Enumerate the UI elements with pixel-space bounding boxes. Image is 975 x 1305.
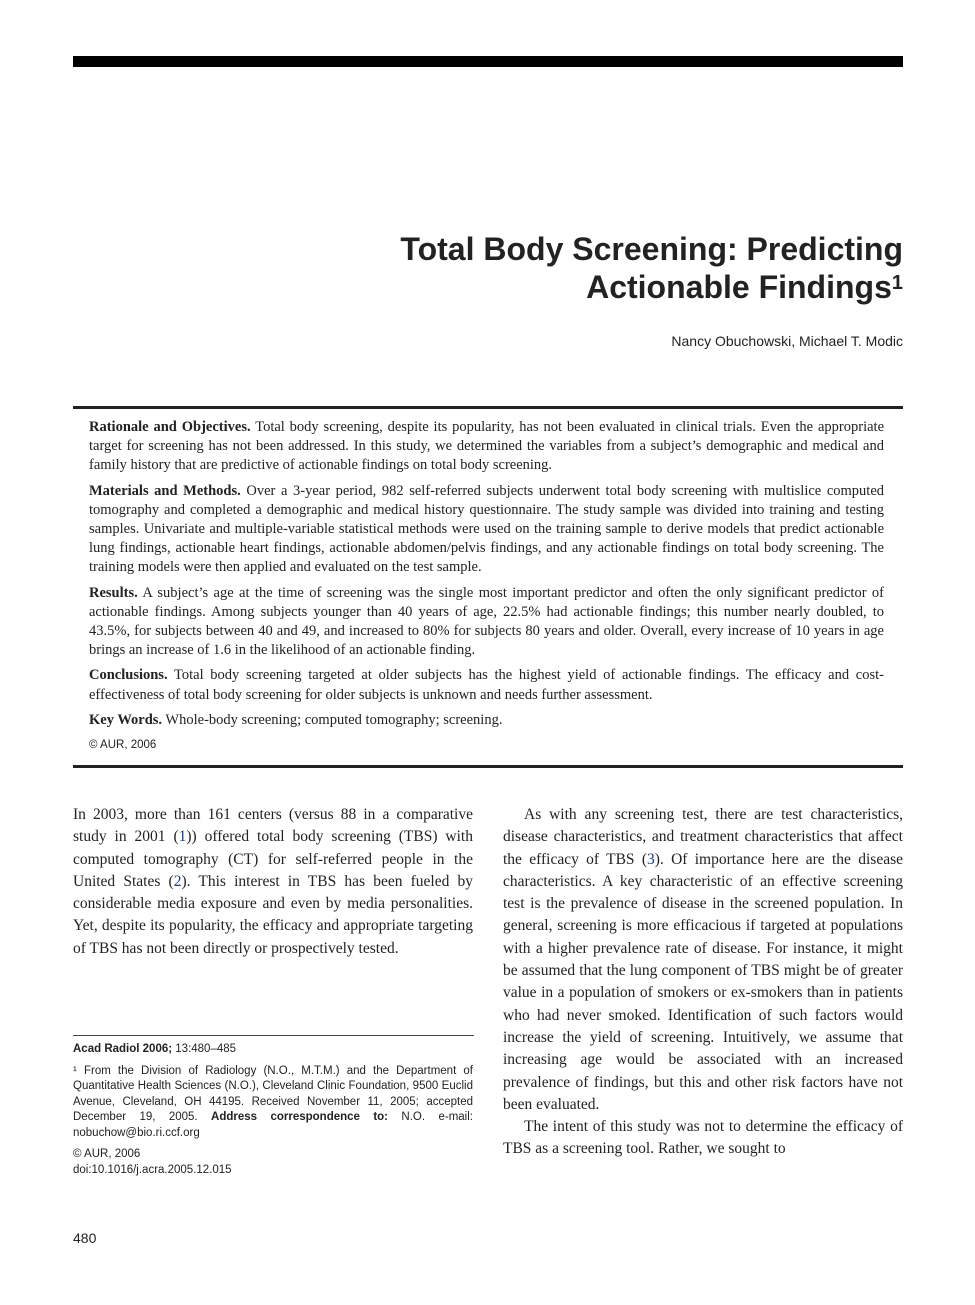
results-label: Results. [89, 584, 138, 601]
methods-text: Over a 3-year period, 982 self-referred subjects underwent total body screening with multislice computed tomography and completed a demographic and medical history questionnaire. The study sample was divided into training and testing samples. Univariate and multiple-variable statistical methods were used on the training sample to derive models that predict actionable lung findings, actionable heart findings, actionable abdomen/pelvis findings, and any actionable findings on total body screening. The training models were then applied and evaluated on the test sample. [89, 482, 885, 576]
rationale-text: Total body screening, despite its popularity, has not been evaluated in clinical trials. Even the appropriate target for screening has not been addressed. In this study, we determined the variables from a subject’s demographic and medical and family history that are predictive of actionable findings on total body screening. [89, 419, 885, 474]
keywords-text: Whole-body screening; computed tomography; screening. [165, 711, 503, 728]
reference-link-3[interactable]: 3 [647, 850, 655, 868]
correspondence-label: Address correspondence to: [211, 1111, 389, 1123]
abstract-bottom-rule [73, 765, 903, 768]
abstract-conclusions [89, 666, 884, 704]
abstract-top-rule [73, 406, 903, 409]
footnote-copyright: © AUR, 2006 [73, 1148, 141, 1160]
journal-citation [73, 1042, 473, 1058]
correspondence-email: N.O. e-mail: nobuchow@bio.ri.ccf.org [73, 1111, 473, 1139]
abstract-keywords [89, 711, 884, 730]
abstract-results [89, 584, 884, 661]
abstract-methods [89, 482, 884, 578]
title-footnote-marker: 1 [891, 272, 903, 294]
conclusions-label: Conclusions. [89, 667, 168, 684]
doi: doi:10.1016/j.acra.2005.12.015 [73, 1163, 232, 1176]
footnotes [73, 1042, 473, 1178]
reference-link-1[interactable]: 1 [178, 828, 187, 846]
conclusions-text: Total body screening targeted at older subjects has the highest yield of actionable findings. The efficacy and cost-effectiveness of total body screening for older subjects is unknown and needs further assessment. [89, 667, 884, 703]
intro-paragraph [73, 804, 473, 960]
body-left-column [73, 804, 473, 960]
intro-text-a: In 2003, more than 161 centers (versus 88 in a comparative study in 2001 ( [73, 806, 473, 846]
screening-paragraph [503, 804, 903, 1116]
body-right-column [503, 804, 903, 1161]
methods-label: Materials and Methods. [89, 482, 241, 499]
results-text: A subject’s age at the time of screening was the single most important predictor and often the only significant predictor of actionable findings. Among subjects younger than 40 years of age, 22.5% had actionable findings; this number nearly doubled, to 43.5%, for subjects between 40 and 49, and increased to 80% for subjects 80 years and older. Overall, every increase of 10 years in age brings an increase of 1.6 in the likelihood of an actionable finding. [89, 584, 884, 659]
abstract-copyright: © AUR, 2006 [89, 739, 157, 752]
journal-label: Acad Radiol 2006; [73, 1043, 173, 1055]
rationale-label: Rationale and Objectives. [89, 419, 251, 435]
authors: Nancy Obuchowski, Michael T. Modic [671, 333, 903, 349]
abstract-rationale [89, 418, 884, 476]
footnote-rule [73, 1035, 474, 1036]
screening-text-a: As with any screening test, there are test characteristics, disease characteristics, and treatment characteristics that affect the efficacy of TBS ( [503, 806, 903, 868]
intro-text-b: )) offered total body screening (TBS) with computed tomography (CT) for self-referred people in the United States ( [73, 828, 473, 890]
screening-text-b: ). Of importance here are the disease characteristics. A key characteristic of an effective screening test is the prevalence of disease in the screened population. In general, screening is more efficacious if targeted at populations with a higher prevalence rate of disease. For instance, it might be assumed that the lung component of TBS might be of greater value in a population of smokers or ex-smokers than in patients who had never smoked. Identification of such factors would increase the yield of screening. Intuitively, we assume that increasing age would be associated with an increased prevalence of findings, but this and other risk factors have not been evaluated. [503, 850, 903, 1113]
article-title [283, 230, 903, 306]
affiliation-text: ¹ From the Division of Radiology (N.O., M.T.M.) and the Department of Quantitative Health Sciences (N.O.), Cleveland Clinic Foundation, 9500 Euclid Avenue, Cleveland, OH 44195. Received November 11, 2005; accepted December 19, 2005. [73, 1064, 473, 1123]
reference-link-2[interactable]: 2 [173, 872, 182, 890]
intro-text-c: ). This interest in TBS has been fueled by considerable media exposure and even by media personalities. Yet, despite its popularity, the efficacy and appropriate targeting of TBS has not been directly or prospectively tested. [73, 872, 474, 957]
top-rule [73, 56, 903, 67]
journal-ref: 13:480–485 [172, 1043, 237, 1055]
page-number: 480 [73, 1230, 97, 1246]
article-title-text: Total Body Screening: Predicting Actionable Findings [400, 231, 903, 305]
affiliation-footnote [73, 1064, 473, 1142]
abstract [89, 418, 884, 761]
keywords-label: Key Words. [89, 711, 163, 728]
intent-paragraph: The intent of this study was not to determine the efficacy of TBS as a screening tool. Rather, we sought to [503, 1118, 903, 1158]
